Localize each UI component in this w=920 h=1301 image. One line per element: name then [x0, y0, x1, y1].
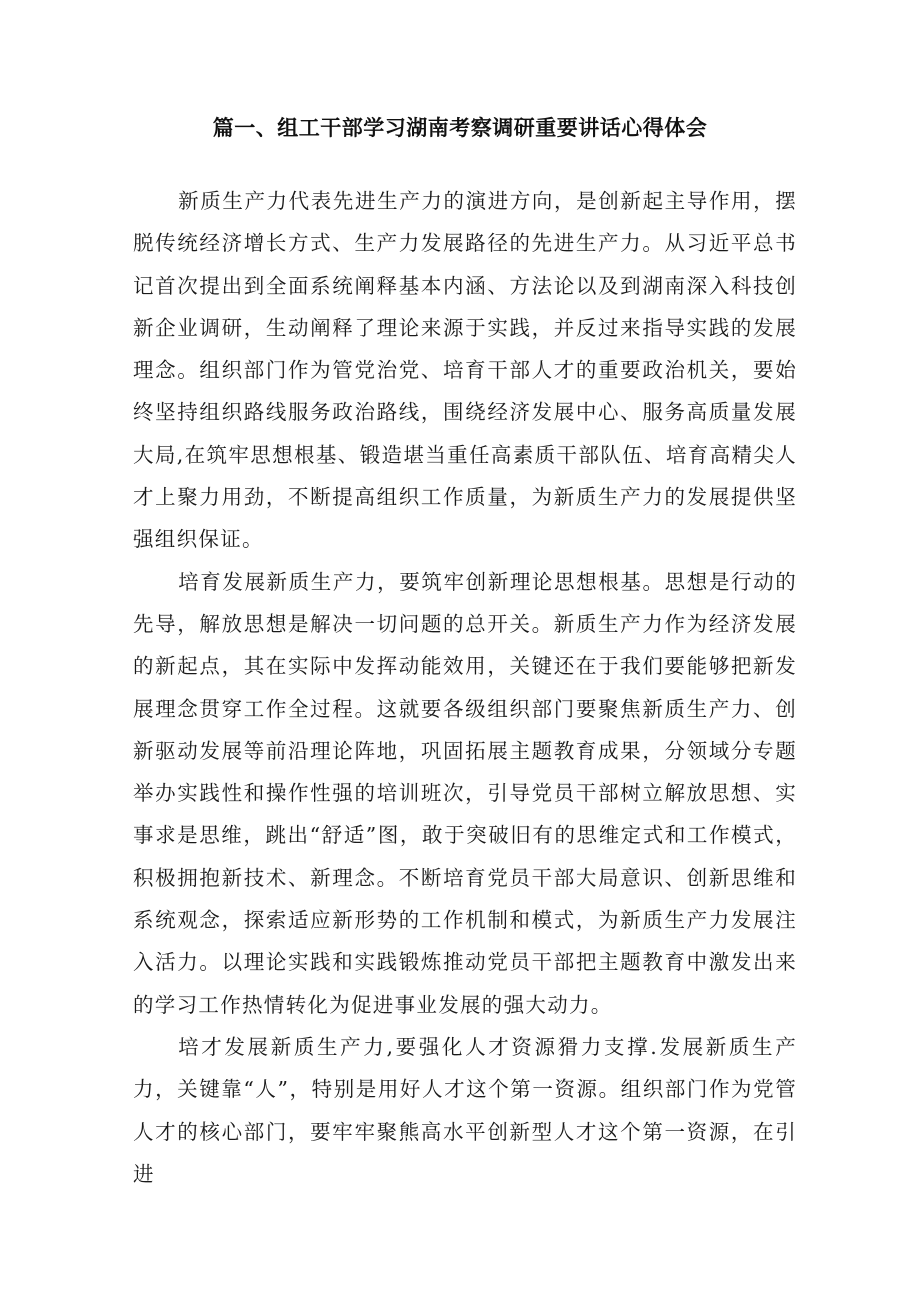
paragraph-1: 新质生产力代表先进生产力的演进方向，是创新起主导作用，摆脱传统经济增长方式、生产力发展路径的先进生产力。从习近平总书记首次提出到全面系统阐释基本内涵、方法论以及到湖南深入科技创新企业调研，生动阐释了理论来源于实践，并反过来指导实践的发展理念。组织部门作为管党治党、培育干部人才的重要政治机关，要始终坚持组织路线服务政治路线，围绕经济发展中心、服务高质量发展大局,在筑牢思想根基、锻造堪当重任高素质干部队伍、培育高精尖人才上聚力用劲，不断提高组织工作质量，为新质生产力的发展提供坚强组织保证。 — [133, 189, 797, 552]
document-title: 篇一、组工干部学习湖南考察调研重要讲话心得体会 — [212, 116, 708, 140]
paragraph-3: 培才发展新质生产力,要强化人才资源猾力支撑.发展新质生产力，关键靠“人”，特别是用好人才这个第一资源。组织部门作为党管人才的核心部门，要牢牢聚熊高水平创新型人才这个第一资源，在引进 — [133, 1034, 797, 1186]
document-body — [133, 180, 797, 1195]
paragraph-2: 培育发展新质生产力，要筑牢创新理论思想根基。思想是行动的先导，解放思想是解决一切问题的总开关。新质生产力作为经济发展的新起点，其在实际中发挥动能效用，关键还在于我们要能够把新发展理念贯穿工作全过程。这就要各级组织部门要聚焦新质生产力、创新驱动发展等前沿理论阵地，巩固拓展主题教育成果，分领域分专题举办实践性和操作性强的培训班次，引导党员干部树立解放思想、实事求是思维，跳出“舒适”图，敢于突破旧有的思维定式和工作模式，积极拥抱新技术、新理念。不断培育党员干部大局意识、创新思维和系统观念，探索适应新形势的工作机制和模式，为新质生产力发展注入活力。以理论实践和实践锻炼推动党员干部把主题教育中激发出来的学习工作热情转化为促进事业发展的强大动力。 — [133, 569, 797, 1017]
